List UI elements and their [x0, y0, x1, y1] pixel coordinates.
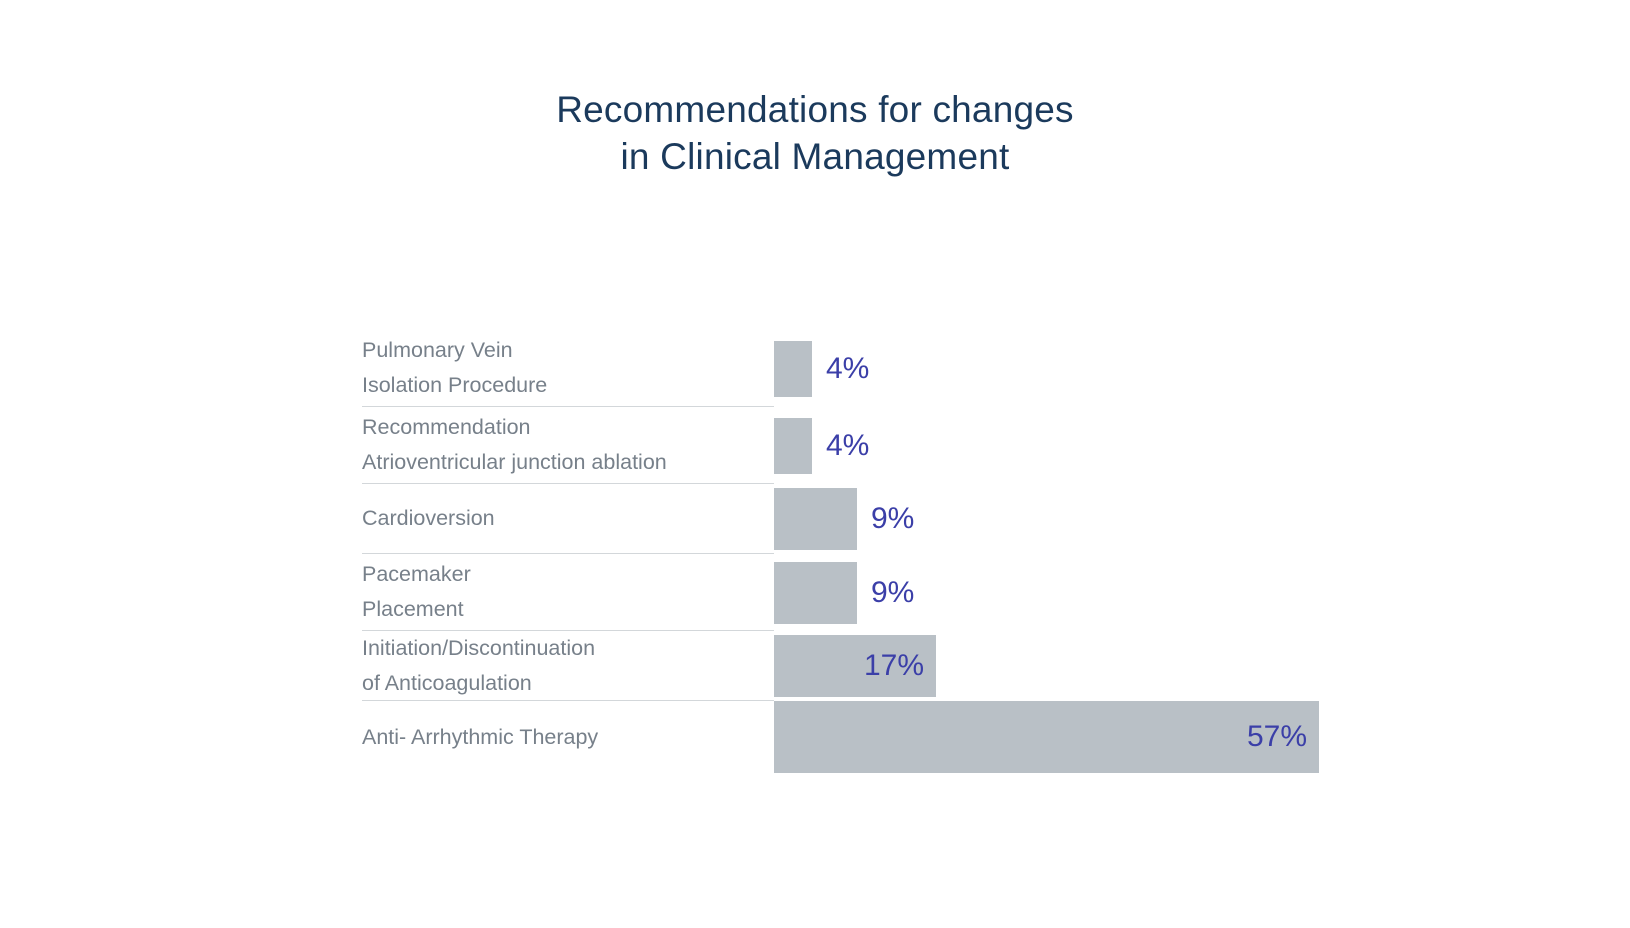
bar-cell — [774, 701, 1362, 773]
category-label — [362, 701, 774, 773]
category-label-line: of Anticoagulation — [362, 670, 532, 695]
category-label-line: Pulmonary Vein — [362, 338, 513, 362]
bar-value-label: 9% — [871, 575, 915, 609]
category-label — [362, 484, 774, 554]
chart-row — [362, 330, 1362, 407]
bar-value-label: 57% — [1246, 720, 1307, 753]
chart-row — [362, 554, 1362, 631]
bar-cell — [774, 407, 1362, 484]
bar-value-label: 4% — [826, 428, 870, 462]
category-label-line: Pacemaker — [362, 562, 471, 586]
chart-row — [362, 701, 1362, 773]
bar — [774, 418, 812, 474]
bar-cell — [774, 484, 1362, 554]
page-title-line-1: Recommendations for changes — [556, 89, 1074, 130]
bar — [774, 635, 936, 697]
bar-cell — [774, 554, 1362, 631]
category-label — [362, 631, 774, 701]
category-label — [362, 407, 774, 484]
category-label — [362, 554, 774, 631]
page-title — [0, 86, 1630, 180]
bar-value-label: 9% — [871, 502, 915, 535]
bar-cell — [774, 631, 1362, 701]
category-label-line: Anti- Arrhythmic Therapy — [362, 724, 599, 749]
bar-chart — [362, 330, 1362, 773]
category-label — [362, 330, 774, 407]
category-label-line: Initiation/Discontinuation — [362, 635, 596, 660]
category-label-line: Cardioversion — [362, 506, 495, 530]
chart-row — [362, 631, 1362, 701]
bar — [774, 701, 1319, 773]
bar — [774, 488, 857, 550]
bar — [774, 341, 812, 397]
chart-row — [362, 484, 1362, 554]
bar-value-label: 17% — [863, 649, 924, 682]
bar-cell — [774, 330, 1362, 407]
category-label-line: Placement — [362, 597, 464, 621]
category-label-line: Atrioventricular junction ablation — [362, 450, 667, 474]
category-label-line: Recommendation — [362, 415, 531, 439]
page-title-line-2: in Clinical Management — [620, 136, 1010, 177]
bar — [774, 562, 857, 624]
category-label-line: Isolation Procedure — [362, 373, 548, 397]
chart-row — [362, 407, 1362, 484]
bar-value-label: 4% — [826, 351, 870, 385]
